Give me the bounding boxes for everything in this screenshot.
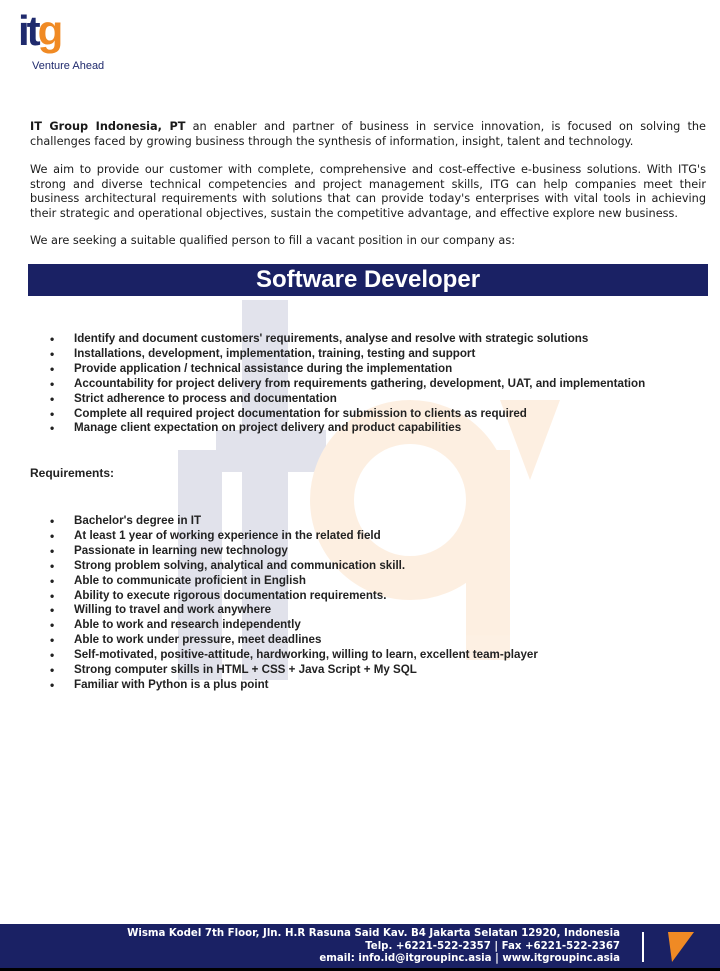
seeking-statement: We are seeking a suitable qualified person to fill a vacant position in our company as:: [30, 234, 516, 247]
footer-email-web: email: info.id@itgroupinc.asia | www.itgroupinc.asia: [319, 953, 620, 965]
list-item: • Able to work under pressure, meet deadlines: [50, 633, 538, 648]
list-item: • Strong problem solving, analytical and communication skill.: [50, 559, 538, 574]
footer-bar: [0, 924, 720, 968]
footer-phone: Telp. +6221-522-2357 | Fax +6221-522-2367: [365, 940, 620, 952]
list-item: • Able to communicate proficient in English: [50, 574, 538, 589]
company-intro: [30, 120, 706, 149]
list-item: • Passionate in learning new technology: [50, 544, 538, 559]
list-item: • Accountability for project delivery from requirements gathering, development, UAT, and implementation: [50, 377, 645, 392]
list-item: • Able to work and research independently: [50, 618, 538, 633]
list-item: • Identify and document customers' requirements, analyse and resolve with strategic solutions: [50, 332, 645, 347]
list-item: • Willing to travel and work anywhere: [50, 603, 538, 618]
list-item: • Strong computer skills in HTML + CSS + Java Script + My SQL: [50, 663, 538, 678]
requirements-heading: Requirements:: [30, 466, 115, 480]
footer-divider: [642, 932, 644, 962]
list-item: • Manage client expectation on project delivery and product capabilities: [50, 421, 645, 436]
company-aim: We aim to provide our customer with complete, comprehensive and cost-effective e-business solutions. With ITG's strong and diverse technical competencies and project management skills, ITG can help companies meet their business architectural requirements with solutions that can provide today's enterprises with vital tools in achieving their strategic and operational objectives, sustain the competitive advantage, and effective explore new business.: [30, 163, 706, 220]
requirements-list: [50, 514, 538, 693]
list-item: • Complete all required project documentation for submission to clients as required: [50, 407, 645, 422]
brand-mark-icon: [668, 932, 694, 962]
list-item: • Ability to execute rigorous documentation requirements.: [50, 589, 538, 604]
company-name: IT Group Indonesia, PT: [30, 120, 186, 133]
position-banner: [28, 264, 708, 296]
logo-wordmark: itg: [18, 7, 61, 54]
footer-contact-block: [127, 928, 620, 966]
company-logo: [18, 8, 118, 78]
list-item: • Bachelor's degree in IT: [50, 514, 538, 529]
position-title: Software Developer: [255, 266, 481, 293]
footer-address: Wisma Kodel 7th Floor, Jln. H.R Rasuna Said Kav. B4 Jakarta Selatan 12920, Indonesia: [127, 928, 620, 939]
list-item: • Provide application / technical assistance during the implementation: [50, 362, 645, 377]
responsibilities-list: [50, 332, 645, 436]
list-item: • Familiar with Python is a plus point: [50, 678, 538, 693]
list-item: • Self-motivated, positive-attitude, hardworking, willing to learn, excellent team-player: [50, 648, 538, 663]
list-item: • Installations, development, implementation, training, testing and support: [50, 347, 645, 362]
list-item: • At least 1 year of working experience in the related field: [50, 529, 538, 544]
company-description: an enabler and partner of business in service innovation, is focused on solving the challenges faced by growing business through the synthesis of information, insight, talent and technology.: [30, 120, 706, 148]
list-item: • Strict adherence to process and documentation: [50, 392, 645, 407]
logo-tagline: Venture Ahead: [32, 60, 105, 72]
